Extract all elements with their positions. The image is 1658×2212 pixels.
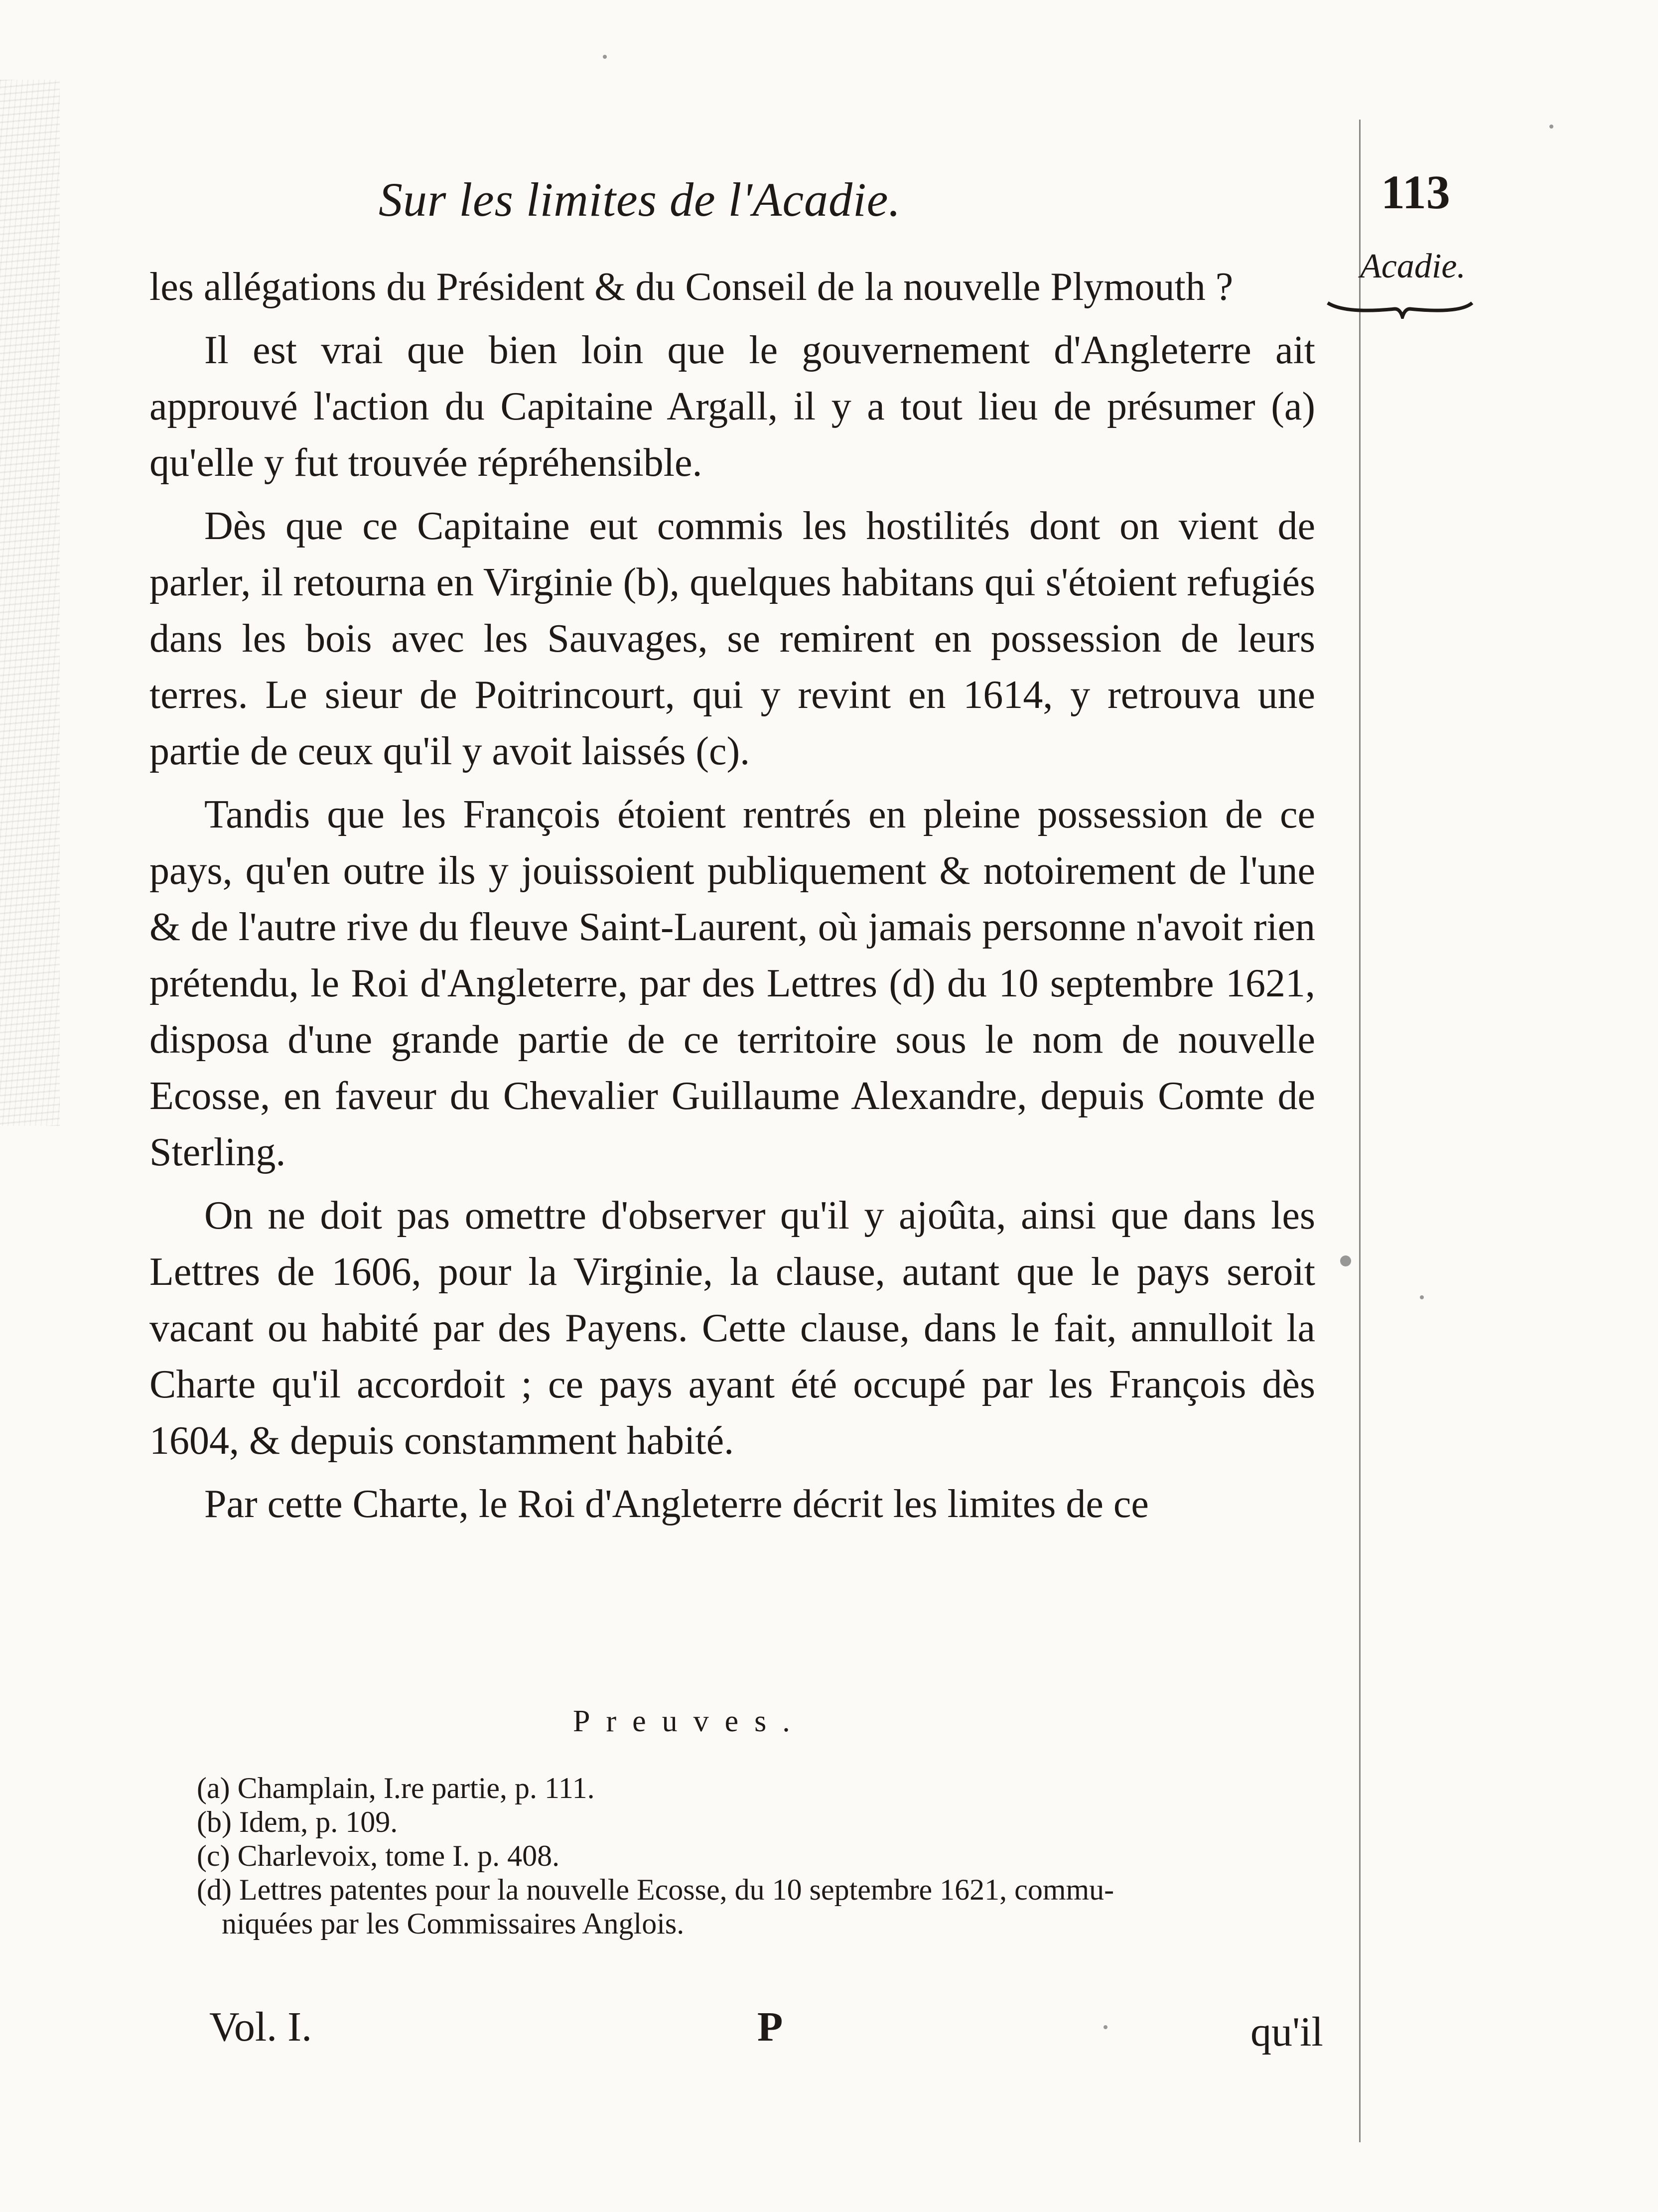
paragraph-2: Il est vrai que bien loin que le gouvernement d'Angleterre ait approuvé l'action du Capitaine Argall, il y a tout lieu de présumer (a) qu'elle y fut trouvée répréhensible. bbox=[149, 328, 1315, 485]
speck bbox=[1420, 1295, 1424, 1299]
footnote-d: (d) Lettres patentes pour la nouvelle Ecosse, du 10 septembre 1621, commu- bbox=[197, 1873, 1114, 1906]
footnotes bbox=[197, 1771, 1328, 1940]
binding-speckles bbox=[0, 80, 60, 1126]
signature-mark: P bbox=[757, 2004, 783, 2050]
running-title: Sur les limites de l'Acadie. bbox=[379, 173, 901, 226]
speck bbox=[603, 55, 607, 59]
paragraph-1: les allégations du Président & du Conseil de la nouvelle Plymouth ? bbox=[149, 265, 1234, 309]
footnote-b: (b) Idem, p. 109. bbox=[197, 1805, 398, 1838]
page-number: 113 bbox=[1381, 165, 1450, 219]
speck bbox=[1104, 2025, 1107, 2029]
speck bbox=[1549, 125, 1553, 129]
margin-note: Acadie. bbox=[1360, 247, 1466, 285]
catchword: qu'il bbox=[1250, 2009, 1323, 2055]
paragraph-6: Par cette Charte, le Roi d'Angleterre décrit les limites de ce bbox=[204, 1482, 1149, 1526]
footnote-a: (a) Champlain, I.re partie, p. 111. bbox=[197, 1772, 595, 1804]
paragraph-5: On ne doit pas omettre d'observer qu'il y ajoûta, ainsi que dans les Lettres de 1606, pour la Virginie, la clause, autant que le pays seroit vacant ou habité par des Payens. Cette clause, dans le fait, annulloit la Charte qu'il accordoit ; ce pays ayant été occupé par les François dès 1604, & depuis constamment habité. bbox=[149, 1194, 1315, 1463]
speck bbox=[1340, 1255, 1351, 1266]
volume-marker: Vol. I. bbox=[209, 2004, 312, 2050]
paragraph-4: Tandis que les François étoient rentrés en pleine possession de ce pays, qu'en outre ils y jouissoient publiquement & notoirement de l'une & de l'autre rive du fleuve Saint-Laurent, où jamais personne n'avoit rien prétendu, le Roi d'Angleterre, par des Lettres (d) du 10 septembre 1621, disposa d'une grande partie de ce territoire sous le nom de nouvelle Ecosse, en faveur du Chevalier Guillaume Alexandre, depuis Comte de Sterling. bbox=[149, 793, 1315, 1174]
body-text bbox=[149, 259, 1315, 1532]
footnote-c: (c) Charlevoix, tome I. p. 408. bbox=[197, 1839, 560, 1872]
margin-brace-icon bbox=[1325, 299, 1475, 319]
footnote-d-cont: niquées par les Commissaires Anglois. bbox=[222, 1907, 685, 1940]
page-fold-line bbox=[1359, 120, 1361, 2142]
proofs-heading: Preuves. bbox=[573, 1704, 806, 1738]
paragraph-3: Dès que ce Capitaine eut commis les hostilités dont on vient de parler, il retourna en Virginie (b), quelques habitans qui s'étoient refugiés dans les bois avec les Sauvages, se remirent en possession de leurs terres. Le sieur de Poitrincourt, qui y revint en 1614, y retrouva une partie de ceux qu'il y avoit laissés (c). bbox=[149, 504, 1315, 773]
